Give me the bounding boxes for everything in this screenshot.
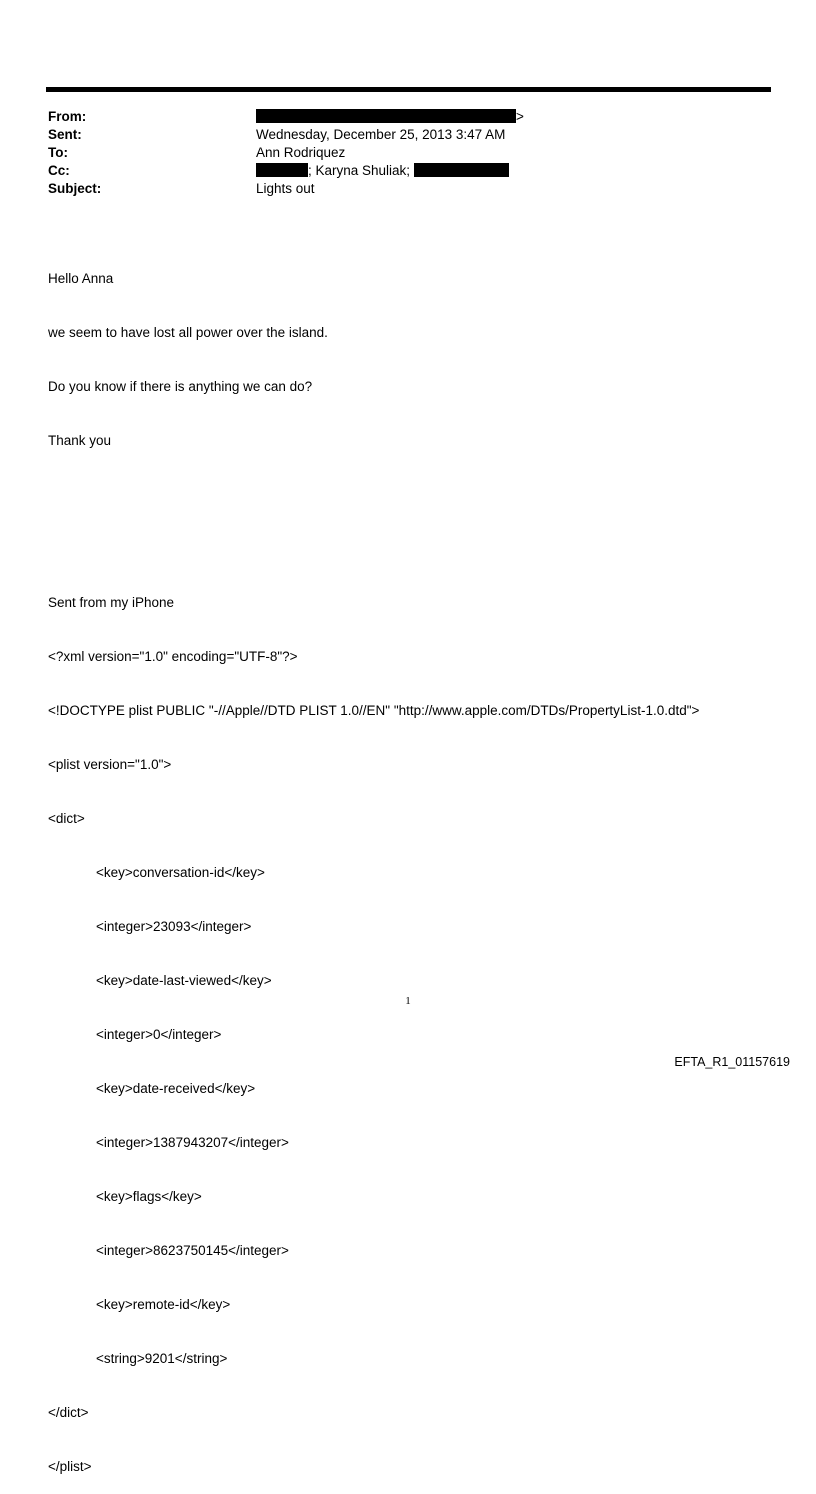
cc-label: Cc:: [48, 163, 70, 178]
dict-line: <integer>23093</integer>: [96, 919, 252, 934]
dict-line: <key>date-received</key>: [96, 1081, 256, 1096]
message-line: we seem to have lost all power over the island.: [48, 325, 328, 340]
closing-line: </dict>: [48, 1405, 89, 1420]
to-label: To:: [48, 145, 68, 160]
subject-value: Lights out: [256, 181, 315, 196]
dict-line: <integer>8623750145</integer>: [96, 1243, 289, 1258]
from-value: [256, 108, 524, 126]
sent-label: Sent:: [48, 127, 82, 142]
redaction-box: [256, 109, 516, 123]
dict-line: <integer>1387943207</integer>: [96, 1135, 289, 1150]
spacer: [48, 540, 699, 558]
dict-line: <key>remote-id</key>: [96, 1297, 231, 1312]
xml-line: <?xml version="1.0" encoding="UTF-8"?>: [48, 649, 298, 664]
signature: Sent from my iPhone: [48, 595, 175, 610]
message-line: Do you know if there is anything we can do?: [48, 379, 313, 394]
closing-line: </plist>: [48, 1459, 92, 1474]
dict-line: <key>conversation-id</key>: [96, 865, 265, 880]
redaction-box: [414, 163, 509, 177]
document-id-stamp: EFTA_R1_01157619: [674, 1055, 790, 1069]
page-number: 1: [405, 995, 411, 1007]
xml-line: <plist version="1.0">: [48, 757, 172, 772]
dict-line: <key>date-last-viewed</key>: [96, 973, 272, 988]
dict-line: <integer>0</integer>: [96, 1027, 222, 1042]
subject-label: Subject:: [48, 181, 102, 196]
xml-line: <dict>: [48, 811, 85, 826]
message-line: Thank you: [48, 433, 112, 448]
to-value: Ann Rodriquez: [256, 145, 346, 160]
sent-value: Wednesday, December 25, 2013 3:47 AM: [256, 127, 506, 142]
cc-middle: ; Karyna Shuliak;: [308, 163, 411, 178]
from-suffix: >: [516, 109, 524, 124]
message-line: Hello Anna: [48, 271, 114, 286]
email-body: [48, 234, 699, 1494]
redaction-box: [256, 163, 308, 177]
top-rule: [46, 87, 771, 92]
xml-line: <!DOCTYPE plist PUBLIC "-//Apple//DTD PLIST 1.0//EN" "http://www.apple.com/DTDs/PropertyList-1.0.dtd">: [48, 703, 700, 718]
from-label: From:: [48, 109, 87, 124]
spacer: [48, 486, 699, 504]
dict-line: <string>9201</string>: [96, 1351, 228, 1366]
cc-value: [256, 162, 509, 180]
dict-line: <key>flags</key>: [96, 1189, 202, 1204]
